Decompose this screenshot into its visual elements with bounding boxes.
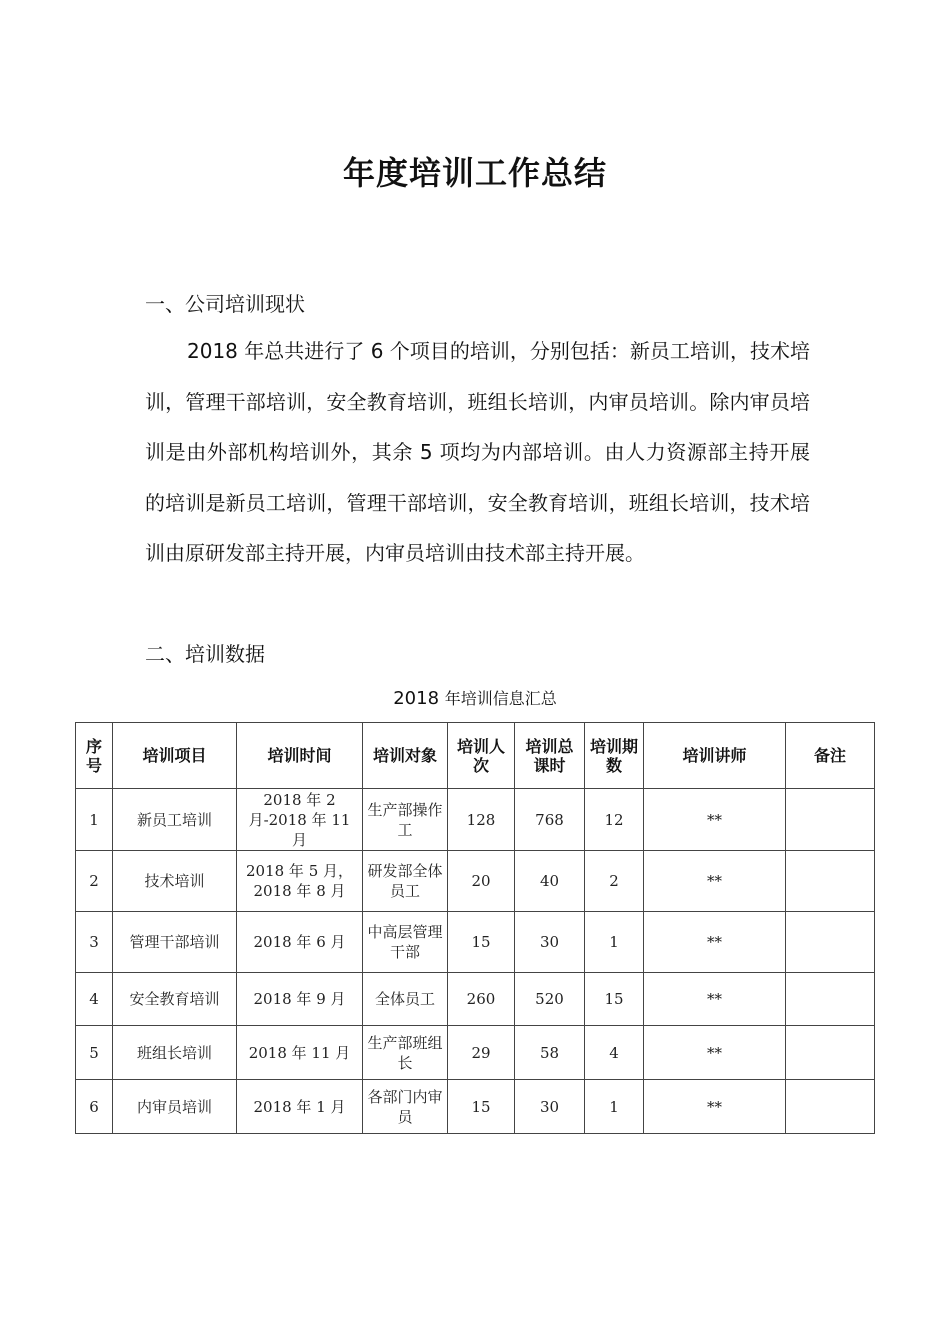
cell-remarks [786, 912, 875, 973]
cell-index: 6 [76, 1080, 113, 1134]
cell-target: 生产部班组长 [363, 1026, 448, 1080]
cell-instructor: ** [644, 912, 786, 973]
table-caption [0, 686, 950, 709]
cell-sessions: 1 [585, 912, 644, 973]
cell-remarks [786, 789, 875, 851]
cell-total-hours: 520 [515, 973, 585, 1026]
cell-index: 1 [76, 789, 113, 851]
cell-total-hours: 40 [515, 851, 585, 912]
header-project: 培训项目 [113, 723, 237, 789]
cell-total-hours: 768 [515, 789, 585, 851]
cell-target: 生产部操作工 [363, 789, 448, 851]
table-row [76, 851, 875, 912]
table-header-row [76, 723, 875, 789]
header-sessions: 培训期数 [585, 723, 644, 789]
caption-year: 2018 [393, 688, 440, 709]
cell-remarks [786, 851, 875, 912]
page-title: 年度培训工作总结 [342, 154, 607, 192]
header-total-hours: 培训总课时 [515, 723, 585, 789]
cell-sessions: 1 [585, 1080, 644, 1134]
cell-time: 2018 年 2 月-2018 年 11 月 [237, 789, 363, 851]
cell-project: 班组长培训 [113, 1026, 237, 1080]
table-row [76, 912, 875, 973]
cell-attendance: 128 [448, 789, 515, 851]
cell-project: 管理干部培训 [113, 912, 237, 973]
cell-target: 研发部全体员工 [363, 851, 448, 912]
cell-time: 2018 年 5 月，2018 年 8 月 [237, 851, 363, 912]
cell-remarks [786, 973, 875, 1026]
table-row [76, 1080, 875, 1134]
table-row [76, 1026, 875, 1080]
cell-index: 4 [76, 973, 113, 1026]
cell-time: 2018 年 1 月 [237, 1080, 363, 1134]
cell-instructor: ** [644, 1026, 786, 1080]
cell-sessions: 2 [585, 851, 644, 912]
cell-project: 内审员培训 [113, 1080, 237, 1134]
cell-instructor: ** [644, 789, 786, 851]
header-time: 培训时间 [237, 723, 363, 789]
cell-target: 各部门内审员 [363, 1080, 448, 1134]
caption-text: 年培训信息汇总 [444, 689, 557, 708]
header-instructor: 培训讲师 [644, 723, 786, 789]
cell-time: 2018 年 6 月 [237, 912, 363, 973]
cell-project: 新员工培训 [113, 789, 237, 851]
section-heading-status: 一、公司培训现状 [145, 292, 305, 316]
section-heading-data: 二、培训数据 [145, 642, 265, 666]
cell-attendance: 15 [448, 912, 515, 973]
cell-total-hours: 58 [515, 1026, 585, 1080]
header-index: 序号 [76, 723, 113, 789]
cell-total-hours: 30 [515, 1080, 585, 1134]
paragraph-text: 2018 年总共进行了 6 个项目的培训，分别包括：新员工培训，技术培训，管理干部培训，安全教育培训，班组长培训，内审员培训。除内审员培训是由外部机构培训外，其余 5 项均为内部培训。由人力资源部主持开展的培训是新员工培训，管理干部培训，安全教育培训，班组长培训，技术培训由原研发部主持开展，内审员培训由技术部主持开展。 [145, 339, 810, 565]
cell-remarks [786, 1080, 875, 1134]
header-attendance: 培训人次 [448, 723, 515, 789]
cell-total-hours: 30 [515, 912, 585, 973]
table-row [76, 973, 875, 1026]
cell-project: 技术培训 [113, 851, 237, 912]
cell-attendance: 15 [448, 1080, 515, 1134]
cell-index: 2 [76, 851, 113, 912]
training-summary-table [75, 722, 875, 1134]
header-remarks: 备注 [786, 723, 875, 789]
body-paragraph [145, 326, 810, 579]
cell-time: 2018 年 11 月 [237, 1026, 363, 1080]
cell-index: 5 [76, 1026, 113, 1080]
cell-instructor: ** [644, 1080, 786, 1134]
cell-target: 全体员工 [363, 973, 448, 1026]
cell-sessions: 4 [585, 1026, 644, 1080]
header-target: 培训对象 [363, 723, 448, 789]
cell-index: 3 [76, 912, 113, 973]
cell-sessions: 15 [585, 973, 644, 1026]
cell-project: 安全教育培训 [113, 973, 237, 1026]
cell-attendance: 29 [448, 1026, 515, 1080]
cell-instructor: ** [644, 851, 786, 912]
cell-remarks [786, 1026, 875, 1080]
cell-attendance: 20 [448, 851, 515, 912]
cell-sessions: 12 [585, 789, 644, 851]
cell-target: 中高层管理干部 [363, 912, 448, 973]
cell-attendance: 260 [448, 973, 515, 1026]
cell-time: 2018 年 9 月 [237, 973, 363, 1026]
table-row [76, 789, 875, 851]
cell-instructor: ** [644, 973, 786, 1026]
